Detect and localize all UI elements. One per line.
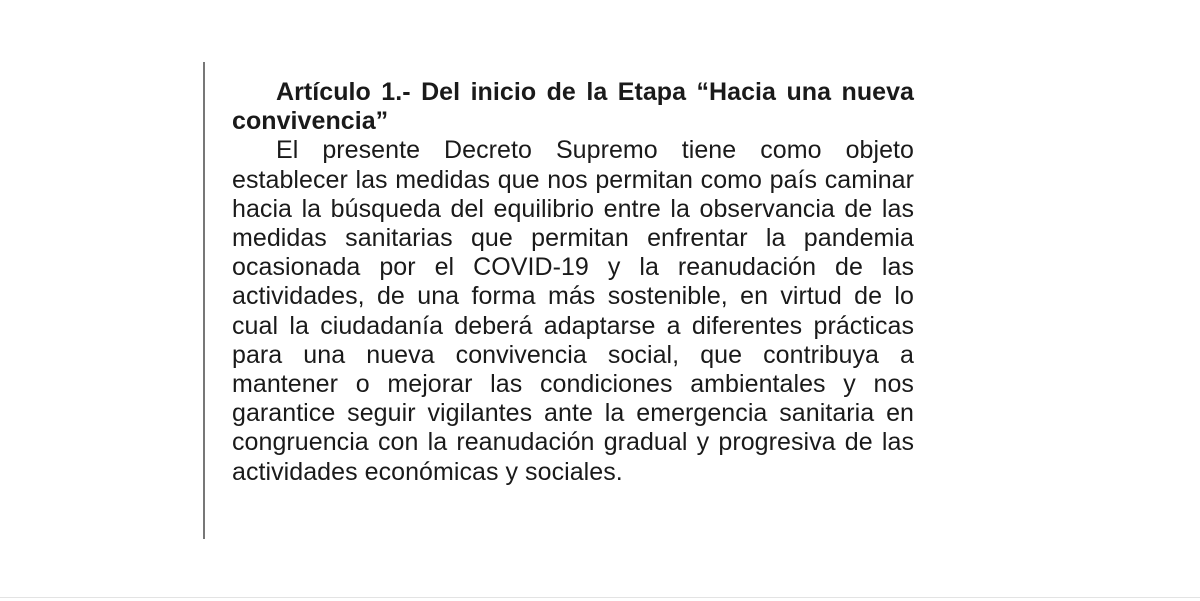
article-heading: Artículo 1.- Del inicio de la Etapa “Hacia una nueva convivencia”: [232, 78, 914, 136]
article-section: [232, 78, 914, 487]
bottom-divider: [0, 597, 1200, 598]
column-divider: [203, 62, 205, 539]
article-body: El presente Decreto Supremo tiene como objeto establecer las medidas que nos permitan como país caminar hacia la búsqueda del equilibrio entre la observancia de las medidas sanitarias que permitan enfrentar la pandemia ocasionada por el COVID-19 y la reanudación de las actividades, de una forma más sostenible, en virtud de lo cual la ciudadanía deberá adaptarse a diferentes prácticas para una nueva convivencia social, que contribuya a mantener o mejorar las condiciones ambientales y nos garantice seguir vigilantes ante la emergencia sanitaria en congruencia con la reanudación gradual y progresiva de las actividades económicas y sociales.: [232, 136, 914, 486]
